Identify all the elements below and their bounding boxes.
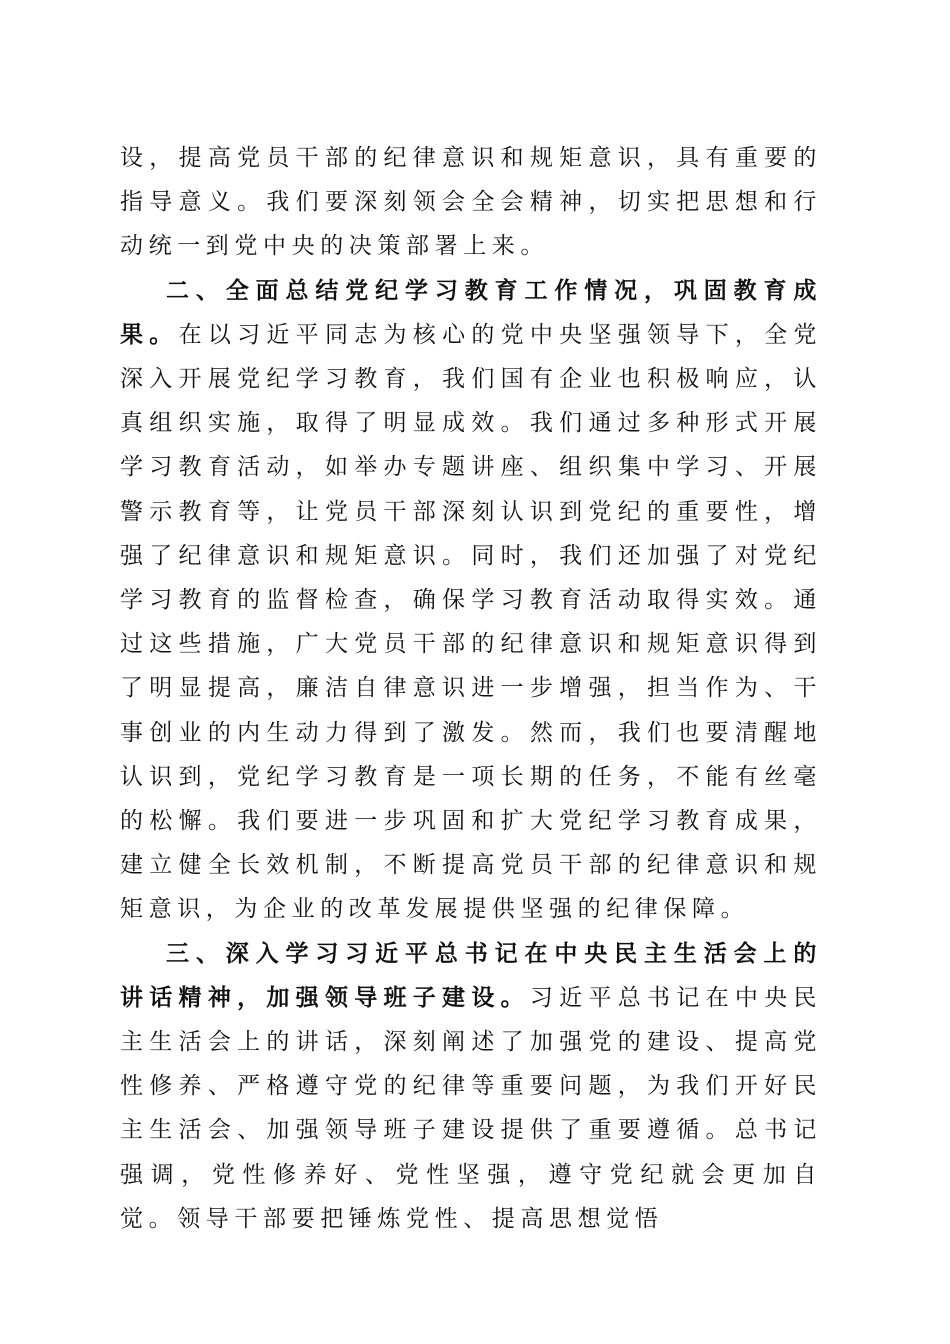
paragraph-section-3	[120, 932, 822, 1241]
paragraph-body: 在以习近平同志为核心的党中央坚强领导下，全党深入开展党纪学习教育，我们国有企业也积极响应，认真组织实施，取得了明显成效。我们通过多种形式开展学习教育活动，如举办专题讲座、组织集中学习、开展警示教育等，让党员干部深刻认识到党纪的重要性，增强了纪律意识和规矩意识。同时，我们还加强了对党纪学习教育的监督检查，确保学习教育活动取得实效。通过这些措施，广大党员干部的纪律意识和规矩意识得到了明显提高，廉洁自律意识进一步增强，担当作为、干事创业的内生动力得到了激发。然而，我们也要清醒地认识到，党纪学习教育是一项长期的任务，不能有丝毫的松懈。我们要进一步巩固和扩大党纪学习教育成果，建立健全长效机制，不断提高党员干部的纪律意识和规矩意识，为企业的改革发展提供坚强的纪律保障。	[120, 321, 823, 923]
paragraph-continuation	[120, 136, 822, 269]
paragraph-section-2	[120, 269, 822, 932]
paragraph-body: 设，提高党员干部的纪律意识和规矩意识，具有重要的指导意义。我们要深刻领会全会精神，切实把思想和行动统一到党中央的决策部署上来。	[120, 145, 822, 260]
document-page	[120, 136, 822, 1241]
paragraph-body: 习近平总书记在中央民主生活会上的讲话，深刻阐述了加强党的建设、提高党性修养、严格遵守党的纪律等重要问题，为我们开好民主生活会、加强领导班子建设提供了重要遵循。总书记强调，党性修养好、党性坚强，遵守党纪就会更加自觉。领导干部要把锤炼党性、提高思想觉悟	[120, 984, 823, 1232]
section-heading: 三、深入学习习近平总书记在中央民主生活会上的讲话精神，加强领导班子建设。	[120, 940, 822, 1011]
section-heading: 二、全面总结党纪学习教育工作情况，巩固教育成果。	[120, 277, 822, 348]
